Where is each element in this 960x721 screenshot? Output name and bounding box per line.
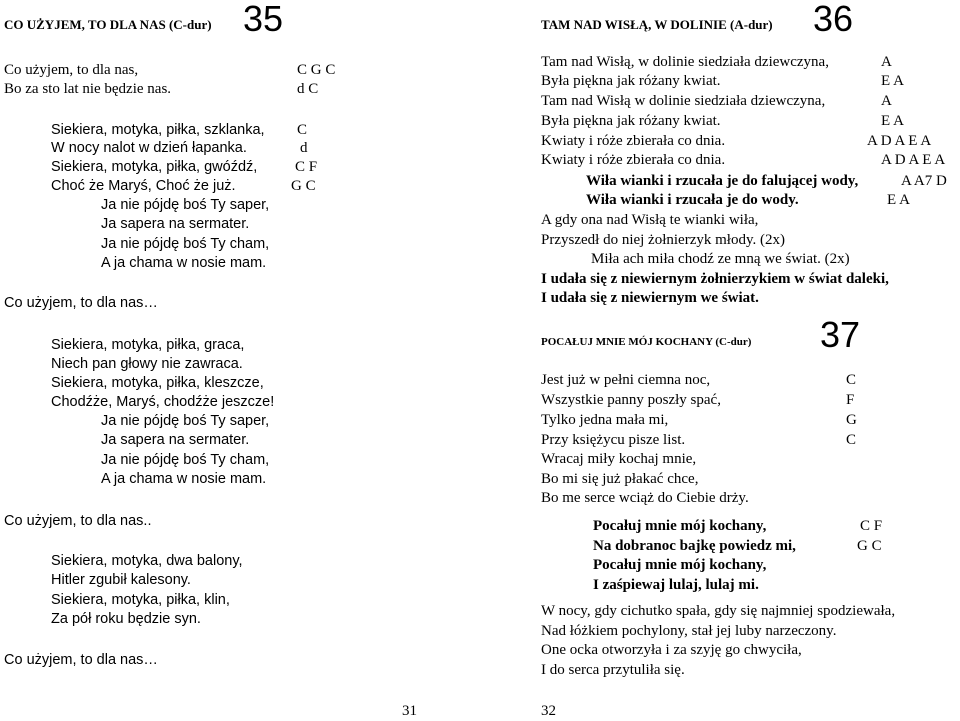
chord-line: A D A E A (867, 133, 932, 149)
song-number: 36 (813, 0, 854, 39)
lyric-line: Pocałuj mnie mój kochany, (593, 518, 767, 534)
lyric-line: Siekiera, motyka, piłka, szklanka, (51, 122, 265, 138)
lyric-line: Wiła wianki i rzucała je do falującej wody, (586, 173, 859, 189)
page-number: 32 (541, 703, 556, 719)
lyric-line: Siekiera, motyka, piłka, gwóźdź, (51, 159, 258, 175)
lyric-line: Za pół roku będzie syn. (51, 611, 201, 627)
chord-line: E A (881, 73, 904, 89)
chord-line: C (846, 432, 857, 448)
lyric-line: Kwiaty i róże zbierała co dnia. (541, 152, 726, 168)
lyric-line: W nocy nalot w dzień łapanka. (51, 140, 247, 156)
lyric-line: Ja sapera na sermater. (101, 216, 250, 232)
lyric-line: Pocałuj mnie mój kochany, (593, 557, 767, 573)
lyric-line: A ja chama w nosie mam. (101, 471, 267, 487)
chord-line: E A (887, 192, 910, 208)
chord-line: C F (295, 159, 318, 175)
lyric-line: I do serca przytuliła się. (541, 662, 685, 678)
lyric-line: Siekiera, motyka, dwa balony, (51, 553, 243, 569)
lyric-line: Siekiera, motyka, piłka, graca, (51, 337, 245, 353)
lyric-line: Niech pan głowy nie zawraca. (51, 356, 243, 372)
lyric-line: Tam nad Wisłą w dolinie siedziała dziewczyna, (541, 93, 826, 109)
lyric-line: W nocy, gdy cichutko spała, gdy się najmniej spodziewała, (541, 603, 896, 619)
song-title: POCAŁUJ MNIE MÓJ KOCHANY (C-dur) (541, 336, 752, 348)
refrain-line: Co użyjem, to dla nas.. (4, 513, 152, 529)
chord-line: A (881, 54, 892, 70)
chord-line: G C (857, 538, 882, 554)
lyric-line: Przy księżycu pisze list. (541, 432, 686, 448)
lyric-line: Wracaj miły kochaj mnie, (541, 451, 697, 467)
lyric-line: I zaśpiewaj lulaj, lulaj mi. (593, 577, 759, 593)
chord-line: C G C (297, 62, 336, 78)
chord-line: C F (860, 518, 883, 534)
lyric-line: Na dobranoc bajkę powiedz mi, (593, 538, 796, 554)
lyric-line: Siekiera, motyka, piłka, klin, (51, 592, 230, 608)
lyric-line: Nad łóżkiem pochylony, stał jej luby narzeczony. (541, 623, 837, 639)
lyric-line: Bo mi się już płakać chce, (541, 471, 699, 487)
lyric-line: Ja nie pójdę boś Ty saper, (101, 413, 270, 429)
chord-line: d (300, 140, 308, 156)
chord-line: G C (291, 178, 316, 194)
lyric-line: Siekiera, motyka, piłka, kleszcze, (51, 375, 264, 391)
lyric-line: Bo me serce wciąż do Ciebie drży. (541, 490, 749, 506)
lyric-line: I udała się z niewiernym żołnierzykiem w świat daleki, (541, 271, 889, 287)
lyric-line: Wiła wianki i rzucała je do wody. (586, 192, 799, 208)
chord-line: A D A E A (881, 152, 946, 168)
lyric-line: Ja nie pójdę boś Ty saper, (101, 197, 270, 213)
lyric-line: Co użyjem, to dla nas, (4, 62, 139, 78)
song-title: TAM NAD WISŁĄ, W DOLINIE (A-dur) (541, 17, 773, 32)
chord-line: A (881, 93, 892, 109)
lyric-line: Tam nad Wisłą, w dolinie siedziała dziewczyna, (541, 54, 829, 70)
song-number: 35 (243, 0, 284, 39)
song-number: 37 (820, 314, 861, 355)
chord-line: C (846, 372, 857, 388)
refrain-line: Co użyjem, to dla nas… (4, 652, 158, 668)
chord-line: F (846, 392, 855, 408)
lyric-line: Kwiaty i róże zbierała co dnia. (541, 133, 726, 149)
chord-line: C (297, 122, 308, 138)
lyric-line: Wszystkie panny poszły spać, (541, 392, 721, 408)
lyric-line: Ja nie pójdę boś Ty cham, (101, 452, 270, 468)
lyric-line: Bo za sto lat nie będzie nas. (4, 81, 172, 97)
lyric-line: Ja sapera na sermater. (101, 432, 250, 448)
lyric-line: Była piękna jak różany kwiat. (541, 113, 721, 129)
lyric-line: Choć że Maryś, Choć że już. (51, 178, 236, 194)
lyric-line: I udała się z niewiernym we świat. (541, 290, 759, 306)
lyric-line: Była piękna jak różany kwiat. (541, 73, 721, 89)
lyric-line: A ja chama w nosie mam. (101, 255, 267, 271)
chord-line: E A (881, 113, 904, 129)
lyric-line: One ocka otworzyła i za szyję go chwyciła, (541, 642, 802, 658)
lyric-line: Jest już w pełni ciemna noc, (541, 372, 711, 388)
lyric-line: Chodźże, Maryś, chodźże jeszcze! (51, 394, 275, 410)
lyric-line: Przyszedł do niej żołnierzyk młody. (2x) (541, 232, 785, 248)
lyric-line: A gdy ona nad Wisłą te wianki wiła, (541, 212, 759, 228)
song-title: CO UŻYJEM, TO DLA NAS (C-dur) (4, 17, 212, 32)
lyric-line: Tylko jedna mała mi, (541, 412, 669, 428)
chord-line: G (846, 412, 857, 428)
lyric-line: Hitler zgubił kalesony. (51, 572, 191, 588)
chord-line: A A7 D (901, 173, 947, 189)
refrain-line: Co użyjem, to dla nas… (4, 295, 158, 311)
lyric-line: Ja nie pójdę boś Ty cham, (101, 236, 270, 252)
chord-line: d C (297, 81, 319, 97)
page-number: 31 (402, 703, 417, 719)
lyric-line: Miła ach miła chodź ze mną we świat. (2x) (591, 251, 850, 267)
